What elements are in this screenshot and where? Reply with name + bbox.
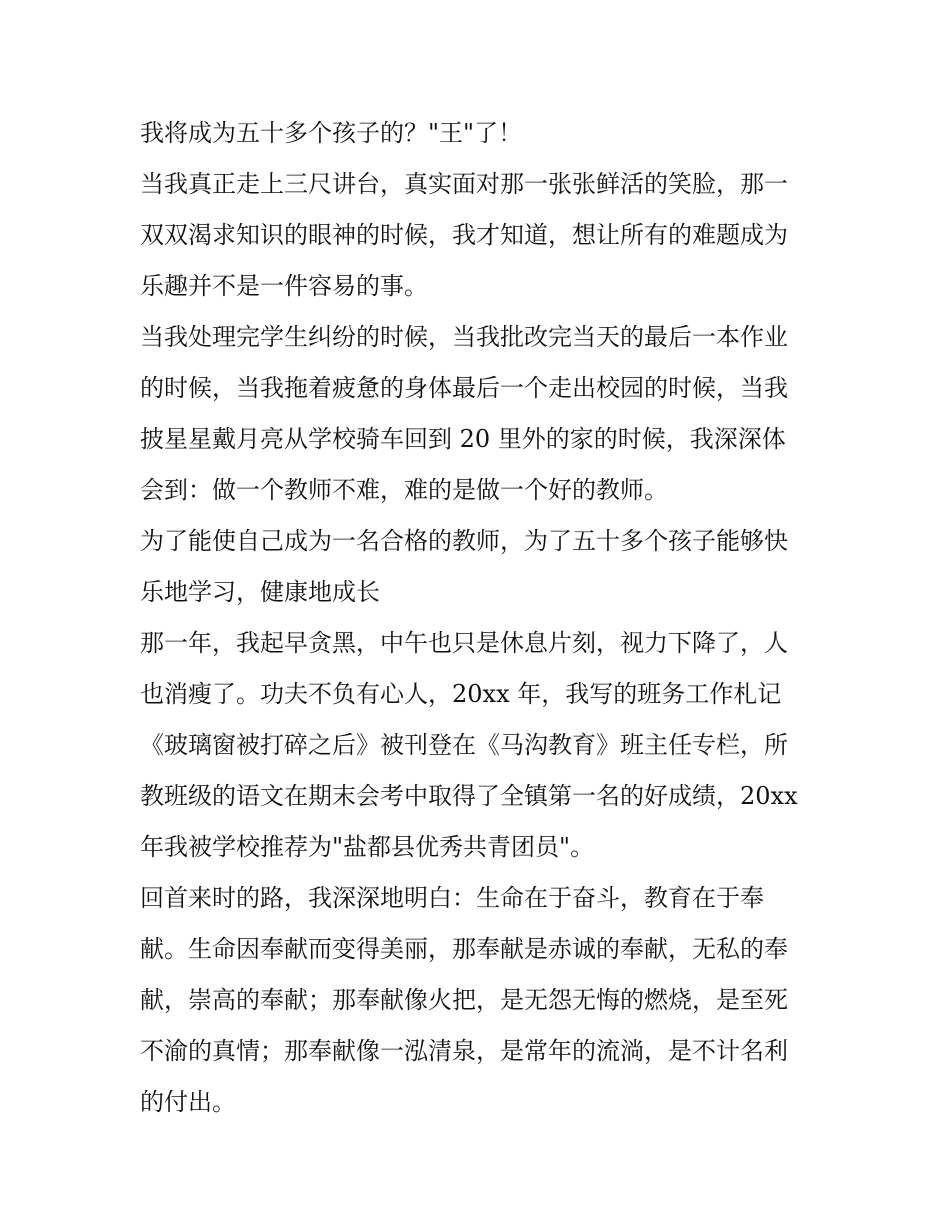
text-line-2: 当我真正走上三尺讲台，真实面对那一张张鲜活的笑脸，那一 — [140, 170, 788, 198]
text-line-1: 我将成为五十多个孩子的？"王"了！ — [140, 119, 523, 147]
text-line-18: 献，崇高的奉献；那奉献像火把，是无怨无悔的燃烧，是至死 — [140, 986, 788, 1014]
text-line-15: 年我被学校推荐为"盐都县优秀共青团员"。 — [140, 833, 595, 861]
text-line-4: 乐趣并不是一件容易的事。 — [140, 272, 428, 300]
text-line-14: 教班级的语文在期末会考中取得了全镇第一名的好成绩，20xx — [140, 782, 798, 810]
text-line-11: 那一年，我起早贪黑，中午也只是休息片刻，视力下降了，人 — [140, 629, 788, 657]
text-line-20: 的付出。 — [140, 1088, 236, 1116]
text-line-7: 披星星戴月亮从学校骑车回到 20 里外的家的时候，我深深体 — [140, 425, 786, 453]
text-line-13: 《玻璃窗被打碎之后》被刊登在《马沟教育》班主任专栏，所 — [140, 731, 788, 759]
text-line-3: 双双渴求知识的眼神的时候，我才知道，想让所有的难题成为 — [140, 221, 788, 249]
text-line-6: 的时候，当我拖着疲惫的身体最后一个走出校园的时候，当我 — [140, 374, 788, 402]
text-line-19: 不渝的真情；那奉献像一泓清泉，是常年的流淌，是不计名利 — [140, 1037, 788, 1065]
text-line-8: 会到：做一个教师不难，难的是做一个好的教师。 — [140, 476, 668, 504]
text-line-5: 当我处理完学生纠纷的时候，当我批改完当天的最后一本作业 — [140, 323, 788, 351]
text-line-9: 为了能使自己成为一名合格的教师，为了五十多个孩子能够快 — [140, 527, 788, 555]
text-line-10: 乐地学习，健康地成长 — [140, 578, 380, 606]
text-line-17: 献。生命因奉献而变得美丽，那奉献是赤诚的奉献，无私的奉 — [140, 935, 788, 963]
text-line-12: 也消瘦了。功夫不负有心人，20xx 年，我写的班务工作札记 — [140, 680, 782, 708]
document-body — [140, 108, 820, 1128]
text-line-16: 回首来时的路，我深深地明白：生命在于奋斗，教育在于奉 — [140, 884, 764, 912]
